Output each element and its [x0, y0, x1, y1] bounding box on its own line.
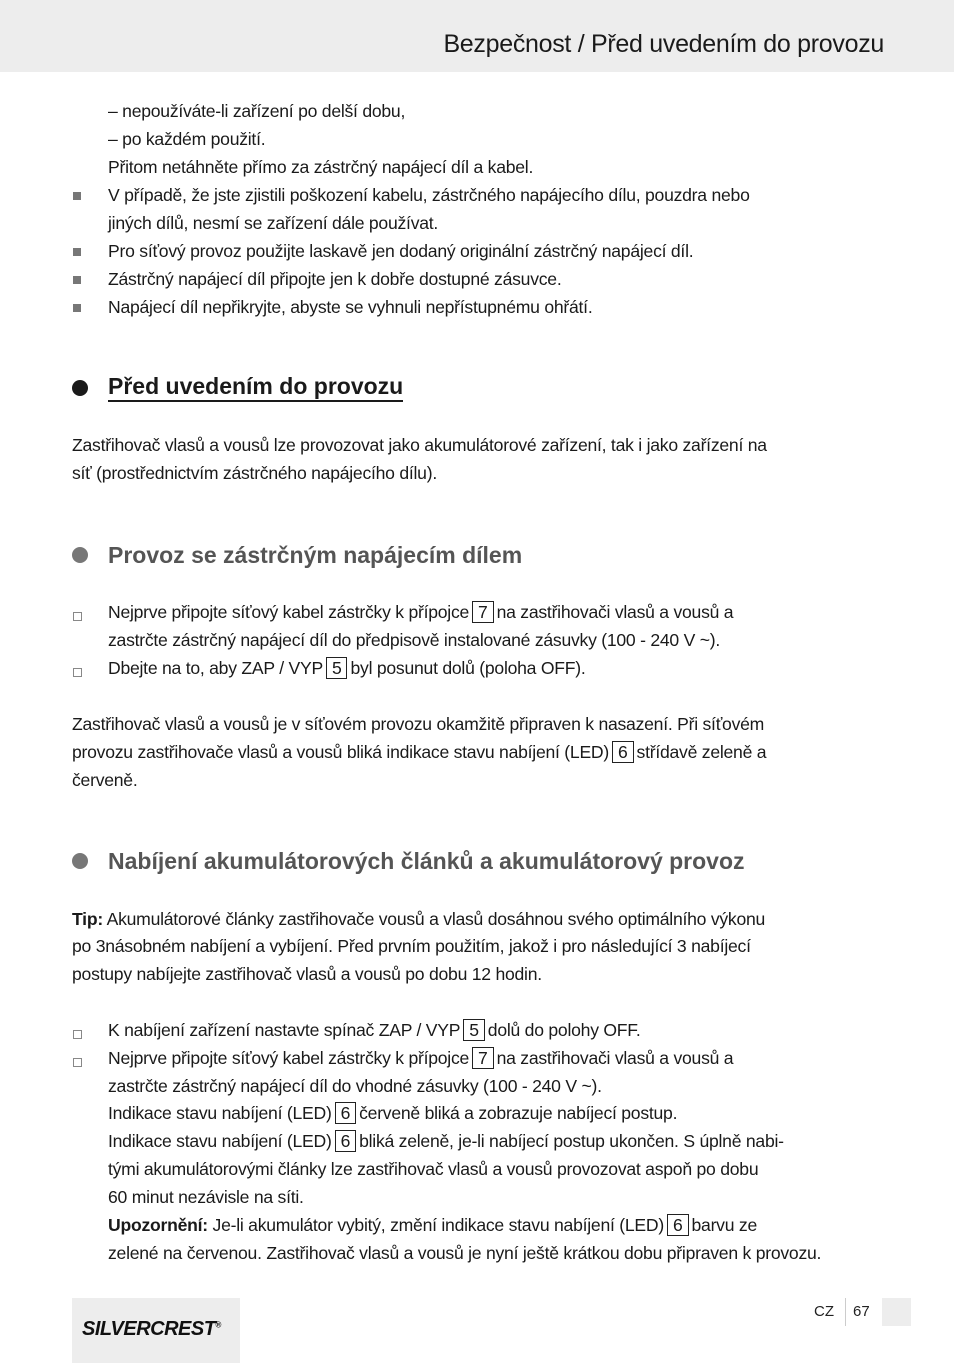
tip-line: Tip: Akumulátorové články zastřihovače vousů a vlasů dosáhnou svého optimálního výkonu	[72, 909, 766, 929]
step-text: Nejprve připojte síťový kabel zástrčky k přípojce 7 na zastřihovači vlasů a vousů a	[108, 1048, 734, 1068]
dash-item: – nepoužíváte-li zařízení po delší dobu,	[108, 101, 406, 121]
page-number: 67	[853, 1303, 870, 1320]
bullet-text: V případě, že jste zjistili poškození kabelu, zástrčného napájecího dílu, pouzdra nebo	[108, 185, 750, 205]
step-text: K nabíjení zařízení nastavte spínač ZAP / VYP 5 dolů do polohy OFF.	[108, 1020, 641, 1040]
section-heading: Provoz se zástrčným napájecím dílem	[108, 542, 523, 568]
bullet-text: Zástrčný napájecí díl připojte jen k dobře dostupné zásuvce.	[108, 269, 562, 289]
warning-line: Upozornění: Je-li akumulátor vybitý, změní indikace stavu nabíjení (LED) 6 barvu ze	[108, 1215, 757, 1235]
step-text: Indikace stavu nabíjení (LED) 6 bliká zeleně, je-li nabíjecí postup ukončen. S úplně nabi-	[108, 1131, 784, 1151]
bullet-square-icon	[73, 192, 81, 200]
step-text: zastrčte zástrčný napájecí díl do vhodné zásuvky (100 - 240 V ~).	[108, 1076, 602, 1096]
step-text: Nejprve připojte síťový kabel zástrčky k přípojce 7 na zastřihovači vlasů a vousů a	[108, 602, 734, 622]
section-heading: Nabíjení akumulátorových článků a akumulátorový provoz	[108, 848, 745, 874]
step-text: Dbejte na to, aby ZAP / VYP 5 byl posunut dolů (poloha OFF).	[108, 658, 586, 678]
footer-divider	[845, 1298, 846, 1326]
silvercrest-logo: SILVERCREST®	[72, 1298, 240, 1363]
step-text: zastrčte zástrčný napájecí díl do předpisově instalované zásuvky (100 - 240 V ~).	[108, 630, 720, 650]
checkbox-icon	[73, 668, 82, 677]
step-text: tými akumulátorovými články lze zastřihovač vlasů a vousů provozovat aspoň po dobu	[108, 1159, 759, 1179]
page-header	[0, 0, 954, 72]
checkbox-icon	[73, 1058, 82, 1067]
part-number: 5	[326, 657, 348, 679]
checkbox-icon	[73, 1030, 82, 1039]
checkbox-icon	[73, 612, 82, 621]
note-text: Přitom netáhněte přímo za zástrčný napájecí díl a kabel.	[108, 157, 534, 177]
part-number: 6	[612, 741, 634, 763]
paragraph-line: provozu zastřihovače vlasů a vousů bliká indikace stavu nabíjení (LED) 6 střídavě zeleně a	[72, 742, 767, 762]
language-code: CZ	[814, 1303, 834, 1320]
part-number: 7	[472, 1047, 494, 1069]
header-title: Bezpečnost / Před uvedením do provozu	[443, 30, 884, 58]
section-heading: Před uvedením do provozu	[108, 372, 403, 402]
paragraph-line: Zastřihovač vlasů a vousů lze provozovat jako akumulátorové zařízení, tak i jako zařízení na	[72, 435, 767, 455]
page-tab-marker	[882, 1298, 911, 1326]
paragraph-line: červeně.	[72, 770, 138, 790]
step-text: Indikace stavu nabíjení (LED) 6 červeně bliká a zobrazuje nabíjecí postup.	[108, 1103, 678, 1123]
paragraph-line: Zastřihovač vlasů a vousů je v síťovém provozu okamžitě připraven k nasazení. Při síťovém	[72, 714, 765, 734]
bullet-text: jiných dílů, nesmí se zařízení dále používat.	[108, 213, 439, 233]
tip-line: po 3násobném nabíjení a vybíjení. Před prvním použitím, jakož i pro následující 3 nabíjecí	[72, 936, 751, 956]
bullet-square-icon	[73, 304, 81, 312]
bullet-text: Napájecí díl nepřikryjte, abyste se vyhnuli nepřístupnému ohřátí.	[108, 297, 593, 317]
step-text: 60 minut nezávisle na síti.	[108, 1187, 304, 1207]
tip-line: postupy nabíjejte zastřihovač vlasů a vousů po dobu 12 hodin.	[72, 964, 542, 984]
part-number: 6	[335, 1130, 357, 1152]
bullet-text: Pro síťový provoz použijte laskavě jen dodaný originální zástrčný napájecí díl.	[108, 241, 694, 261]
part-number: 5	[463, 1019, 485, 1041]
paragraph-line: síť (prostřednictvím zástrčného napájecího dílu).	[72, 463, 437, 483]
heading-dot-icon	[72, 547, 88, 563]
heading-dot-icon	[72, 380, 88, 396]
part-number: 6	[335, 1102, 357, 1124]
part-number: 7	[472, 601, 494, 623]
bullet-square-icon	[73, 276, 81, 284]
dash-item: – po každém použití.	[108, 129, 266, 149]
bullet-square-icon	[73, 248, 81, 256]
part-number: 6	[667, 1214, 689, 1236]
heading-dot-icon	[72, 853, 88, 869]
warning-line: zelené na červenou. Zastřihovač vlasů a vousů je nyní ještě krátkou dobu připraven k provozu.	[108, 1243, 822, 1263]
